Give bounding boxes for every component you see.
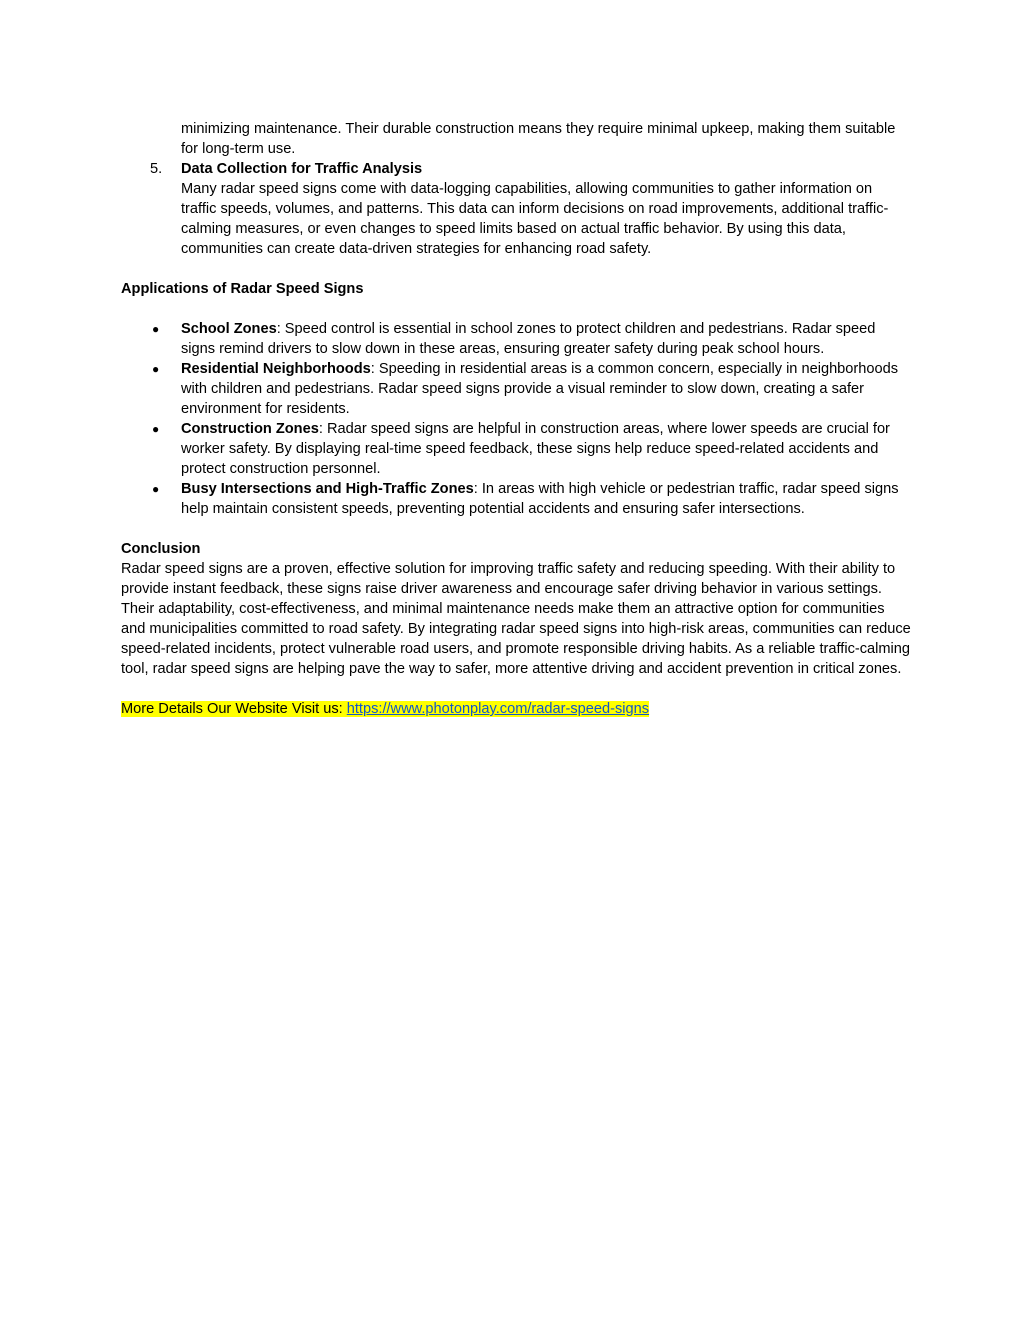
numbered-item-title: Data Collection for Traffic Analysis (181, 161, 423, 177)
numbered-item-body: Many radar speed signs come with data-logging capabilities, allowing communities to gather information on traffic speeds, volumes, and patterns. This data can inform decisions on road improvements, additional traffic-calming measures, or even changes to speed limits based on actual traffic behavior. By using this data, communities can create data-driven strategies for enhancing road safety. (181, 181, 889, 257)
list-item-text: : In areas with high vehicle or pedestrian traffic, radar speed signs help maintain consistent speeds, preventing potential accidents and ensuring safer intersections. (181, 481, 899, 517)
list-item-title: Busy Intersections and High-Traffic Zones (181, 481, 474, 497)
bullet-icon: ● (152, 482, 160, 496)
numbered-item-5 (121, 159, 911, 259)
list-item-title: Residential Neighborhoods (181, 361, 371, 377)
list-item-text: : Speed control is essential in school zones to protect children and pedestrians. Radar speed signs remind drivers to slow down in these areas, ensuring greater safety during peak school hours. (181, 321, 876, 357)
website-link[interactable]: https://www.photonplay.com/radar-speed-signs (346, 701, 650, 717)
applications-list (121, 319, 911, 519)
list-item (121, 479, 911, 519)
footer-label: More Details Our Website Visit us: (121, 701, 347, 717)
footer-line (121, 699, 911, 719)
conclusion-body: Radar speed signs are a proven, effective solution for improving traffic safety and reducing speeding. With their ability to provide instant feedback, these signs raise driver awareness and encourage safer driving behavior in various settings. Their adaptability, cost-effectiveness, and minimal maintenance needs make them an attractive option for communities and municipalities committed to road safety. By integrating radar speed signs into high-risk areas, communities can reduce speed-related incidents, protect vulnerable road users, and promote responsible driving habits. As a reliable traffic-calming tool, radar speed signs are helping pave the way to safer, more attentive driving and accident prevention in critical zones. (121, 561, 911, 677)
list-item (121, 359, 911, 419)
bullet-icon: ● (152, 322, 160, 336)
list-item-text: : Radar speed signs are helpful in construction areas, where lower speeds are crucial for worker safety. By displaying real-time speed feedback, these signs help reduce speed-related accidents and protect construction personnel. (181, 421, 890, 477)
list-item-title: School Zones (181, 321, 277, 337)
list-item (121, 319, 911, 359)
bullet-icon: ● (152, 362, 160, 376)
document-page (121, 119, 911, 719)
list-item (121, 419, 911, 479)
list-item-title: Construction Zones (181, 421, 319, 437)
carryover-paragraph: minimizing maintenance. Their durable construction means they require minimal upkeep, making them suitable for long-term use. (181, 121, 896, 157)
list-number: 5. (150, 161, 163, 177)
applications-heading: Applications of Radar Speed Signs (121, 281, 364, 297)
conclusion-heading: Conclusion (121, 541, 201, 557)
bullet-icon: ● (152, 422, 160, 436)
list-item-text: : Speeding in residential areas is a common concern, especially in neighborhoods with children and pedestrians. Radar speed signs provide a visual reminder to slow down, creating a safer environment for residents. (181, 361, 899, 417)
